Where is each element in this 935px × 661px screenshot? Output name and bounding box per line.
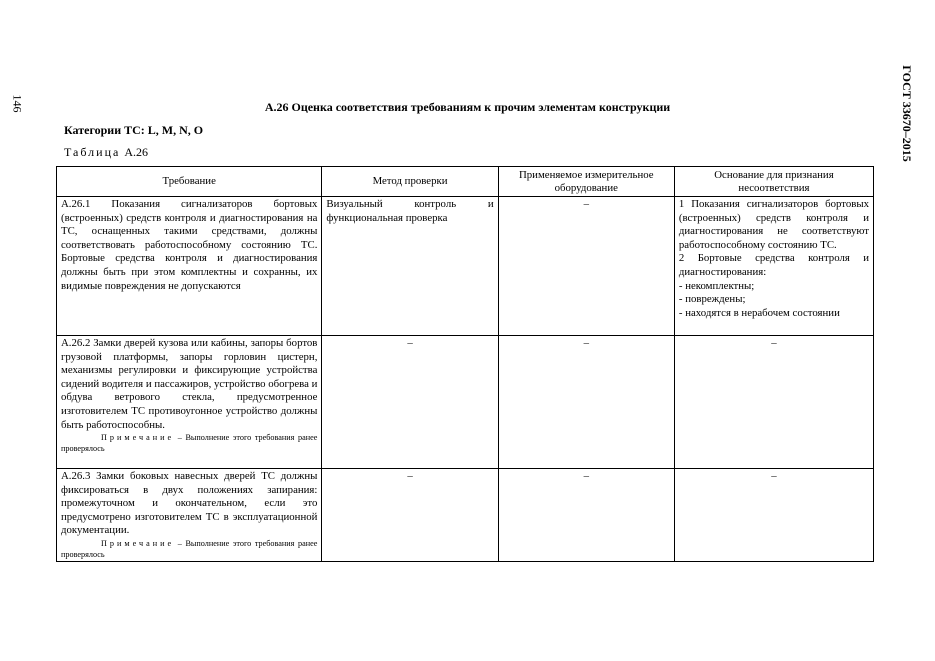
table-caption-number: А.26 bbox=[124, 145, 148, 159]
cell-basis bbox=[674, 197, 873, 336]
basis-line: 2 Бортовые средства контроля и диагностирования: bbox=[678, 252, 869, 278]
cell-basis: – bbox=[674, 469, 873, 562]
header-requirement: Требование bbox=[57, 167, 322, 197]
header-basis: Основание для признания несоответствия bbox=[674, 167, 873, 197]
table-header-row bbox=[57, 167, 874, 197]
cell-requirement bbox=[57, 469, 322, 562]
vehicle-categories: Категории ТС: L, M, N, O bbox=[64, 123, 204, 137]
table-caption bbox=[64, 145, 148, 160]
requirement-text: А.26.2 Замки дверей кузова или кабины, запоры бортов грузовой платформы, запоры горловин цистерн, механизмы регулировки и фиксирующие устройства сидений водителя и пассажиров, устройство обогрева и обдува ветрового стекла, предусмотренное изготовителем ТС противоугонное устройство должны быть работоспособны. bbox=[61, 337, 318, 431]
cell-method: – bbox=[322, 336, 498, 469]
cell-requirement bbox=[57, 336, 322, 469]
section-title-text: А.26 Оценка соответствия требованиям к прочим элементам конструкции bbox=[264, 100, 671, 114]
standard-code: ГОСТ 33670–2015 bbox=[899, 65, 914, 162]
requirement-note bbox=[61, 538, 317, 560]
table-caption-word: Таблица bbox=[64, 145, 121, 159]
cell-method: – bbox=[322, 469, 498, 562]
basis-line: - повреждены; bbox=[678, 293, 746, 306]
section-title bbox=[0, 100, 935, 115]
page-number: 146 bbox=[10, 94, 25, 113]
cell-equipment: – bbox=[498, 469, 674, 562]
header-equipment: Применяемое измерительное оборудование bbox=[498, 167, 674, 197]
table-row bbox=[57, 469, 874, 562]
requirement-text: А.26.3 Замки боковых навесных дверей ТС должны фиксироваться в двух положениях запирания: промежуточном и окончательном, если это предусмотрено изготовителем ТС в эксплуатационной документации. bbox=[61, 470, 318, 537]
requirement-note bbox=[61, 432, 317, 454]
note-text: – Выполнение этого требования ранее проверялось bbox=[61, 538, 318, 559]
note-text: – Выполнение этого требования ранее проверялось bbox=[61, 433, 318, 454]
basis-line: 1 Показания сигнализаторов бортовых (встроенных) средств контроля и диагностирования не соответствуют работоспособному состоянию ТС. bbox=[678, 198, 869, 251]
table-row bbox=[57, 336, 874, 469]
cell-basis: – bbox=[674, 336, 873, 469]
basis-line: - некомплектны; bbox=[678, 279, 755, 292]
note-head: Примечание bbox=[101, 538, 175, 548]
basis-line: - находятся в нерабочем состоянии bbox=[678, 306, 840, 319]
cell-requirement: А.26.1 Показания сигнализаторов бортовых (встроенных) средств контроля и диагностирования на ТС, оснащенных такими средствами, должны соответствовать работоспособному состоянию ТС. Бортовые средства контроля и диагностирования должны быть при этом комплектны и сохранны, их видимые повреждения не допускаются bbox=[57, 197, 322, 336]
table-row bbox=[57, 197, 874, 336]
cell-equipment: – bbox=[498, 336, 674, 469]
cell-method: Визуальный контроль и функциональная проверка bbox=[322, 197, 498, 336]
note-head: Примечание bbox=[101, 433, 175, 443]
cell-equipment: – bbox=[498, 197, 674, 336]
header-method: Метод проверки bbox=[322, 167, 498, 197]
requirements-table bbox=[56, 166, 874, 562]
